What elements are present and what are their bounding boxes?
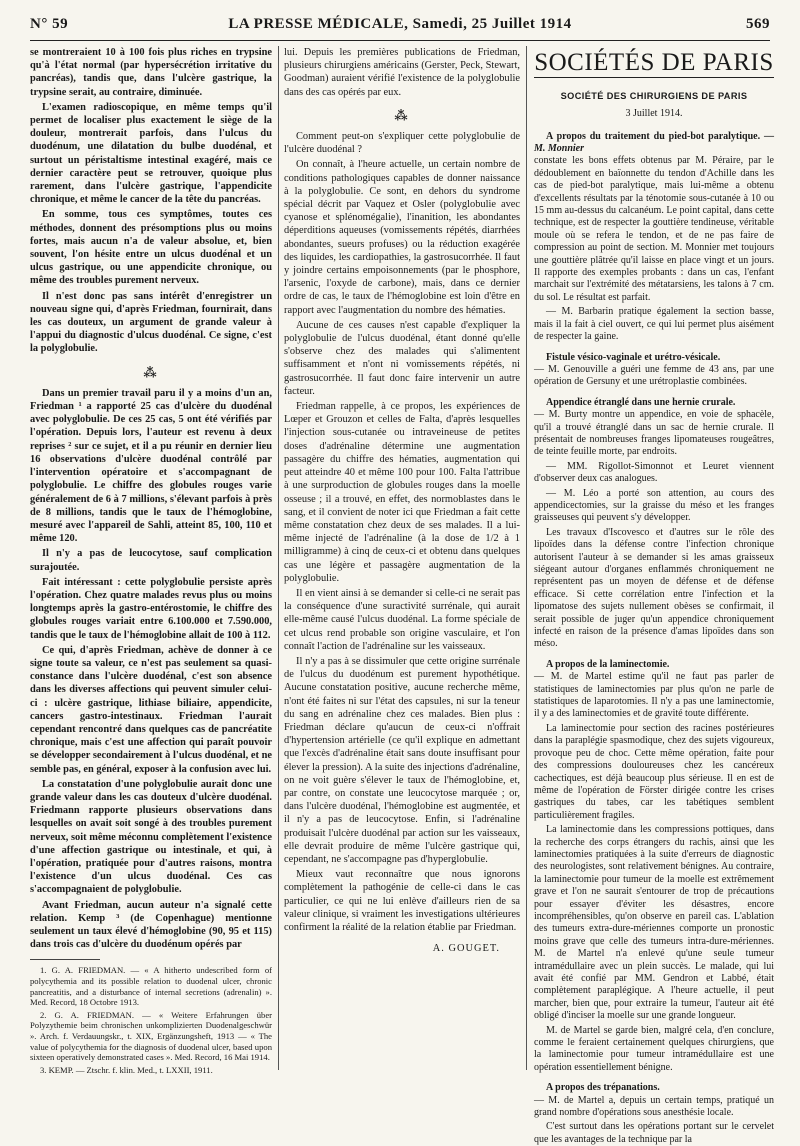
paragraph: Il n'y a pas de leucocytose, sauf complication surajoutée. bbox=[30, 548, 272, 573]
footnote-rule bbox=[30, 959, 100, 960]
report-item bbox=[534, 1082, 774, 1146]
column-divider bbox=[526, 46, 527, 1070]
paragraph: Les travaux d'Iscovesco et d'autres sur le rôle des lipoïdes dans la défense contre l'infection chronique autorisent l'auteur à se demander si les amas graisseux siégeant autour d'organes enflammés chroniquement ne représentent pas un moyen de défense et de défense efficace. Si cette corrélation entre l'infection et la lipomatose des sujets nullement obèses se confirmait, il serait possible de juger qu'un appendice chroniquement infecté en raison de la présence d'amas lipoïdes dans son méso. bbox=[534, 526, 774, 650]
footnote: 1. G. A. FRIEDMAN. — « A hitherto undescribed form of polycythemia and its possible relation to duodenal ulcer, chronic pancreatitis, and a disturbance of internal secretions (adrenalin) ». Med. Record, 18 Octobre 1913. bbox=[30, 965, 272, 1008]
paragraph: — M. Léo a porté son attention, au cours des appendicectomies, sur la graisse du méso et les franges graisseuses qui peuvent s'y développer. bbox=[534, 487, 774, 524]
paragraph: On connaît, à l'heure actuelle, un certain nombre de conditions pathologiques capables de donner naissance à la polyglobulie. Ce sont, en dehors du syndrome spécial décrit par Vaquez et Osler (polyglobulie avec cyanose et splénomégalie), l'inanition, les abondantes déperditions aqueuses (vomissements répétés, diarrhées abondantes, sueurs profuses) ou la réduction exagérée des liquides, les cardiopathies, la gastrosucorrhée. Il faut y joindre certains empoisonnements (par le phosphore, l'arsenic, l'oxyde de carbone), mais, dans ce dernier ordre de cas, le taux de l'hémoglobine est loin d'être en rapport avec l'augmentation du nombre des hématies. bbox=[284, 159, 520, 316]
paragraph: En somme, tous ces symptômes, toutes ces méthodes, donnent des présomptions plus ou moins fortes, mais aucun n'a de valeur absolue, et, bien souvent, l'on hésite entre un ulcus duodénal et un ulcus gastrique, ou une appendicite chronique, ou même des troubles purement nerveux. bbox=[30, 209, 272, 287]
column-3 bbox=[534, 46, 774, 1145]
paragraph: Friedman rappelle, à ce propos, les expériences de Lœper et Grouzon et celles de Falta, d'après lesquelles l'injection sous-cutanée ou intraveineuse de petites doses d'adrénaline détermine une augmentation passagère du chiffre des hématies, augmentation qui peut atteindre 40 et même 100 pour 100. Falta l'attribue à une surproduction de globules rouges dans la moelle osseuse ; il a trouvé, en effet, des normoblastes dans le sang, et il convient de noter ici que Friedman a fait cette même constatation chez deux de ses malades. Il a lui-même injecté de l'adrénaline (à la dose de 1/2 à 1 milligramme) à cinq de ceux-ci et obtenu dans quelques cas une légère et passagère augmentation de la polyglobulie. bbox=[284, 401, 520, 584]
section-separator: ⁂ bbox=[143, 364, 159, 380]
paragraph: — MM. Rigollot-Simonnot et Leuret viennent d'observer deux cas analogues. bbox=[534, 460, 774, 485]
paragraph: Ce qui, d'après Friedman, achève de donner à ce signe toute sa valeur, ce n'est pas seulement sa quasi-constance dans l'ulcère duodénal, c'est son absence dans les diverses affections qui peuvent simuler celui-ci : ulcère gastrique, lithiase biliaire, appendicite, cancers gastro-intestinaux. Friedman l'aurait cependant rencontré dans quelques cas de pancréatite chronique, mais c'est une affection qui paraît pouvoir se développer secondairement à l'ulcus duodénal, et ne semble pas, en général, exposer à la confusion avec lui. bbox=[30, 644, 272, 775]
paragraph: Fait intéressant : cette polyglobulie persiste après l'opération. Chez quatre malades revus plus ou moins longtemps après la gastro-entérostomie, le chiffre des globules rouges variait entre 6.100.000 et 7.590.000, tandis que le taux de l'hémoglobine allait de 100 à 112. bbox=[30, 576, 272, 641]
report-heading: Fistule vésico-vaginale et urétro-vésicale. bbox=[546, 351, 721, 363]
paragraph: La constatation d'une polyglobulie aurait donc une grande valeur dans les cas douteux d'ulcère duodénal. Friedmann rapporte plusieurs observations dans lesquelles on avait soit songé à des troubles purement nerveux, soit même méconnu complètement l'existence d'une affection gastrique ou intestinale, et qui, à l'opération, pratiquée pour d'autres raisons, montra l'existence d'un ulcus duodénal. Ces cas s'accompagnaient de polyglobulie. bbox=[30, 778, 272, 896]
society-name: SOCIÉTÉ DES CHIRURGIENS DE PARIS bbox=[560, 91, 748, 102]
header-rule bbox=[30, 40, 770, 41]
paragraph: — M. Barbarin pratique également la section basse, mais il la fait à ciel ouvert, ce qui lui permet plus aisément de respecter la gaine. bbox=[534, 306, 774, 343]
page-number: 569 bbox=[746, 16, 770, 32]
report-heading: A propos de la laminectomie. bbox=[546, 658, 670, 670]
issue-number: N° 59 bbox=[30, 16, 69, 32]
column-divider bbox=[278, 46, 279, 1070]
page-header bbox=[30, 16, 770, 36]
paragraph: — M. Genouville a guéri une femme de 43 ans, par une opération de Gersuny et une urétroplastie combinées. bbox=[534, 363, 774, 388]
paragraph: — M. de Martel estime qu'il ne faut pas parler de statistiques de laminectomies par plus qu'on ne parle de statistiques de laparotomies. Il n'y a pas une laminectomie, il y a des laminectomies et de gravité toute différente. bbox=[534, 671, 774, 720]
footnote: 3. KEMP. — Ztschr. f. klin. Med., t. LXXII, 1911. bbox=[40, 1064, 213, 1075]
report-heading: Appendice étranglé dans une hernie crurale. bbox=[546, 396, 736, 408]
section-separator: ⁂ bbox=[394, 107, 410, 123]
report-item bbox=[534, 352, 774, 389]
section-rule bbox=[534, 77, 774, 78]
masthead-title: LA PRESSE MÉDICALE, Samedi, 25 Juillet 1914 bbox=[228, 16, 572, 32]
paragraph: L'examen radioscopique, en même temps qu'il permet de localiser plus exactement le siège de la douleur, montrerait parfois, dans l'ulcus du duodénum, une dilatation du bulbe duodénal, et surtout un péristaltisme intestinal exagéré, mais ce dernier caractère peut se retrouver, quoique plus rarement, dans l'ulcère gastrique, l'appendicite chronique, et même le cancer de la tête du pancréas. bbox=[30, 101, 272, 206]
paragraph: Il en vient ainsi à se demander si celle-ci ne serait pas la conséquence d'une suractivité surrénale, qui aurait elle-même causé l'ulcus duodénal. La forme spéciale de cet ulcus rend probable son origine vasculaire, et l'on connaît l'action de l'adrénaline sur les vaisseaux. bbox=[284, 587, 520, 652]
report-item bbox=[534, 397, 774, 651]
footnote: 2. G. A. FRIEDMAN. — « Weitere Erfahrungen über Polyzythemie beim chronischen unkomplizierten Duodenalgeschwür ». Arch. f. Verdauungskr., t. XIX, Ergänzungsheft, 1913 — « The value of polycythemia for the diagnosis of duodenal ulcer, based upon sixteen operatively demonstrated cases ». Med. Record, 16 Mai 1914. bbox=[30, 1009, 272, 1063]
paragraph: Il n'y a pas à se dissimuler que cette origine surrénale de l'ulcus du duodénum est purement hypothétique. Aucune constatation positive, aucune recherche même, n'ont été faites ni sur l'état des capsules, ni sur la teneur du sang en adrénaline chez ces malades. Bien plus : Friedman déclare qu'aucun de ceux-ci n'offrait d'hypertension artérielle (ce qu'il explique en admettant que l'excès d'adrénaline était sans doute insuffisant pour élever la pression). A la suite des injections d'adrénaline, on ne voit guère s'élever le taux de l'hémoglobine, et, par contre, on constate une leucocytose marquée ; or, dans l'ulcère duodénal, l'hémoglobine est augmentée, et il n'y a pas de leucocytose. Enfin, si l'adrénaline produisait l'ulcère duodénal par action sur les vaisseaux, elle devrait produire de même l'ulcère gastrique qui, cependant, ne s'accompagne pas d'hyperglobulie. bbox=[284, 655, 520, 865]
report-heading: A propos du traitement du pied-bot paralytique. — M. Monnier bbox=[534, 130, 774, 155]
paragraph: Mieux vaut reconnaître que nous ignorons complètement la pathogénie de celle-ci dans le cas particulier, ce qui ne lui enlève d'ailleurs rien de sa valeur clinique, si vraiment les investigations ultérieures confirment la réalité de la relation établie par Friedman. bbox=[284, 869, 520, 933]
paragraph: Avant Friedman, aucun auteur n'a signalé cette relation. Kemp ³ (de Copenhague) mentionne seulement un taux élevé d'hémoglobine (90, 95 et 115) dans trois cas d'ulcère du duodénum opérés par bbox=[30, 899, 272, 951]
paragraph: Dans un premier travail paru il y a moins d'un an, Friedman ¹ a rapporté 25 cas d'ulcère du duodénal avec polyglobulie. De ces 25 cas, 5 ont été vérifiés par l'opération. Depuis lors, l'auteur est revenu à deux reprises ² sur ce sujet, et il a pu réunir en dernier lieu 16 observations d'ulcère duodénal contrôlé par l'intervention opératoire et s'accompagnant de polyglobulie. Le chiffre des globules rouges varie généralement de 6 à 7 millions, s'élevant parfois à près de 8 millions, tandis que le taux de l'hémoglobine, mesuré avec l'appareil de Sahli, atteint 85, 100, 110 et même 120. bbox=[30, 387, 272, 545]
author-signature: A. GOUGET. bbox=[432, 943, 500, 955]
report-heading: A propos des trépanations. bbox=[546, 1082, 660, 1094]
column-2 bbox=[284, 46, 520, 1072]
paragraph: — M. Burty montre un appendice, en voie de sphacèle, qu'il a trouvé étranglé dans un sac de hernie crurale. Il présentait de nombreuses franges lipomateuses rougeâtres, de teinte feuille morte, par endroits. bbox=[534, 409, 774, 458]
paragraph: — M. de Martel a, depuis un certain temps, pratiqué un grand nombre d'opérations sous anesthésie locale. bbox=[534, 1094, 774, 1119]
paragraph: Comment peut-on s'expliquer cette polyglobulie de l'ulcère duodénal ? bbox=[284, 131, 520, 156]
paragraph: M. de Martel se garde bien, malgré cela, d'en conclure, comme le feraient certainement quelques chirurgiens, que la laminectomie pour tumeur intramédullaire est une opération essentiellement bénigne. bbox=[534, 1024, 774, 1073]
paragraph: C'est surtout dans les opérations portant sur le cervelet que les avantages de la technique par la bbox=[534, 1121, 774, 1145]
session-date: 3 Juillet 1914. bbox=[625, 108, 683, 120]
report-item bbox=[534, 659, 774, 1074]
paragraph: La laminectomie dans les compressions pottiques, dans la recherche des corps étrangers du rachis, ainsi que les laminectomies pratiquées à la suite d'erreurs de diagnostic des neurologistes, sont relativement bénignes. Au contraire, la laminectomie pour tumeur de la moelle est extrêmement grave et l'on ne saurait s'entourer de trop de précautions pour essayer d'éviter les désastres, encore incompréhensibles, qu'on observe en pareil cas. L'ablation des tumeurs extra-dure-mériennes comporte un pronostic moins grave que celle des tumeurs intra-dure-mériennes. M. de Martel n'a enlevé qu'une seule tumeur intramédullaire avec un plein succès. Le malade, qui lui avait été confié par MM. Gendron et Labbé, était complètement paraplégique. A l'heure actuelle, il peut marcher, bien que, pour extraire la tumeur, l'auteur ait été obligé d'inciser la moelle sur une grande longueur. bbox=[534, 824, 774, 1022]
paragraph: La laminectomie pour section des racines postérieures dans la paraplégie spasmodique, chez des sujets vigoureux, provoque peu de choc. Cette même opération, faite pour des compressions douloureuses chez les cancéreux cachectiques, est déjà beaucoup plus sérieuse. Il en est de même de l'opération de Förster dirigée contre les crises gastriques du tabes, car les tabétiques semblent particulièrement fragiles. bbox=[534, 722, 774, 821]
section-title: SOCIÉTÉS DE PARIS bbox=[534, 49, 774, 76]
paragraph: Il n'est donc pas sans intérêt d'enregistrer un nouveau signe qui, d'après Friedman, fournirait, dans les cas douteux, un argument de grande valeur à l'appui du diagnostic d'ulcus duodénal. Ce signe, c'est la polyglobulie. bbox=[30, 290, 272, 355]
paragraph: lui. Depuis les premières publications de Friedman, plusieurs chirurgiens américains (Gerster, Peck, Stewart, Goodman) auraient vérifié l'existence de la polyglobulie dans des cas opérés par eux. bbox=[284, 47, 520, 98]
column-1 bbox=[30, 46, 272, 1075]
paragraph: se montreraient 10 à 100 fois plus riches en trypsine qu'à l'état normal (par hypersécrétion irritative du pancréas), tandis que, dans l'ulcère gastrique, la trypsine serait, au contraire, diminuée. bbox=[30, 47, 272, 98]
paragraph: Aucune de ces causes n'est capable d'expliquer la polyglobulie de l'ulcus duodénal, étant donné qu'elle s'observe chez des malades qui s'alimentent suffisamment et n'ont ni vomissements répétés, ni gastrosucorrhée. Il faut donc faire intervenir un autre facteur. bbox=[284, 319, 520, 397]
paragraph: constate les bons effets obtenus par M. Péraire, par le dédoublement en baïonnette du tendon d'Achille dans les cas de pied-bot paralytique, mais lui-même a obtenu d'excellents résultats par la ténotomie sous-cutanée à 10 ou 15 mm au-dessus du calcanéum. Le point capital, dans cette technique, est de respecter la gouttière tendineuse, véritable moule où se refera le tendon, et de ne pas faire de compression au point de section. M. Monnier met toujours une gouttière plâtrée qu'il laisse en place vingt et un jours. Il rapporte des exemples probants : dans un cas, l'enfant marchait sur l'extrémité des métatarsiens, les talons à 7 cm. du sol. Le résultat est parfait. bbox=[534, 155, 774, 303]
report-item bbox=[534, 131, 774, 344]
